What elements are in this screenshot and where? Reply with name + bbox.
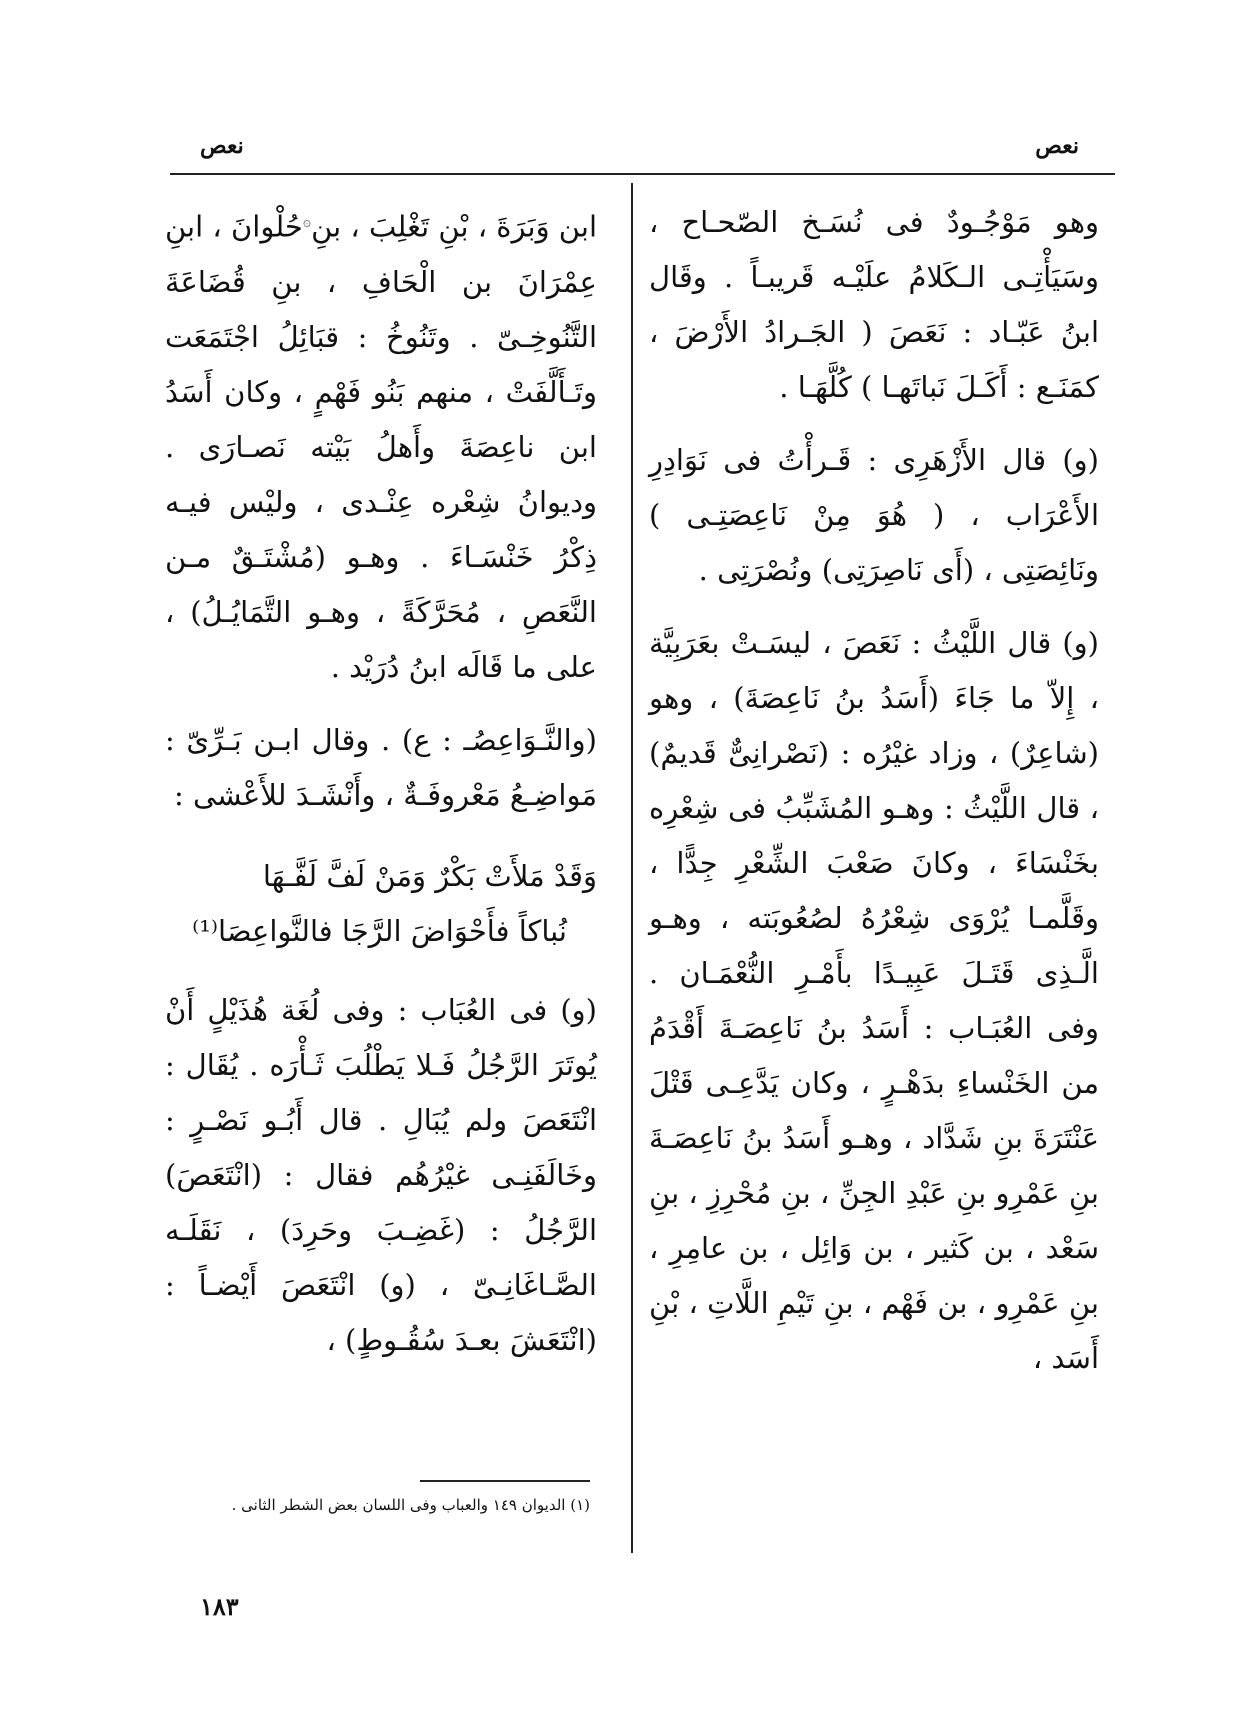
quarter-mark-icon: ۞: [302, 214, 312, 230]
right-column: [649, 195, 1099, 1386]
right-paragraph-1: وهو مَوْجُـودٌ فى نُسَـخ الصّحـاح ، وسَيَأْتِـى الـكَلامُ علَيْـه قَريبـاً . وقَال ابنُ عَبّـاد : نَعَصَ ( الجَـرادُ الأَرْضَ ، كمَنَـع : أَكَـلَ نَباتَهـا ) كُلَّهَـا .: [649, 205, 1099, 404]
footnote: (١) الديوان ١٤٩ والعباب وفى اللسان بعض الشطر الثانى .: [231, 1496, 590, 1514]
running-head-left: نعص: [200, 133, 244, 159]
page-number: ١٨٣: [200, 1592, 239, 1621]
verse-line-1: وَقَدْ مَلأَتْ بَكْرٌ وَمَنْ لَفَّ لَفَّـهَا: [262, 858, 597, 893]
right-paragraph-2: (و) قال الأَزْهَرِى : قَـرأْتُ فى نَوَادِرِ الأَعْرَاب ، ( هُوَ مِنْ نَاعِصَتِـى ) ونَائِصَتِى ، (أَى نَاصِرَتِى) ونُصْرَتِى .: [649, 443, 1099, 587]
left-paragraph-1-part-a: ابن وَبَرَةَ ، بْنِ تَغْلِبَ ، بنِ: [311, 209, 597, 244]
right-paragraph-3: (و) قال اللَّيْثُ : نَعَصَ ، ليسَـتْ بعَرَبِيَّة ، إِلاّ ما جَاءَ (أَسَدُ بنُ نَاعِصَةَ) ، وهو (شاعِرٌ) ، وزاد غيْرُه : (نَصْرانِىٌّ قَديمٌ) ، قال اللَّيْثُ : وهـو المُشَبِّبُ فى شِعْرِه بخَنْسَاءَ ، وكانَ صَعْبَ الشِّعْرِ جِدًّا ، وقَلَّمـا يُرْوَى شِعْرُهُ لصُعُوبَته ، وهـو الَّـذِى قَتَـلَ عَبِيـدًا بأَمْـرِ النُّعْمَـان . وفى العُبَـاب : أَسَدُ بنُ نَاعِصَـةَ أَقْدَمُ من الخَنْساءِ بدَهْـرٍ ، وكان يَدَّعِـى قَتْلَ عَنْتَرَةَ بنِ شَدَّاد ، وهـو أَسَدُ بنُ نَاعِصَـةَ بنِ عَمْرِو بنِ عَبْدِ الجِنِّ ، بنِ مُحْرِزِ ، بنِ سَعْد ، بن كَثير ، بن وَائِل ، بن عامِرِ ، بنِ عَمْرِو ، بن فَهْم ، بنِ تَيْمِ اللَّاتِ ، بْنِ أَسَد ،: [649, 626, 1099, 1375]
footnote-rule: [420, 1480, 590, 1482]
header-rule: [170, 173, 1115, 175]
left-column: [165, 195, 597, 1368]
left-paragraph-1-part-b: حُلْوانَ ، ابنِ عِمْرَانَ بن الْحَافِ ، بنِ قُضَاعَةَ التَّنُوخِـىّ . وتَنُوخُ : قبَائِلُ اجْتَمَعَت وتَـأَلَّفَتْ ، منهم بَنُو فَهْمٍ ، وكان أَسَدُ ابن ناعِصَةَ وأَهلُ بَيْته نَصـارَى . وديوانُ شِعْره عِنْـدى ، وليْس فيـه ذِكْرُ خَنْسَـاءَ . وهـو (مُشْتَـقٌ مـن النَّعَصِ ، مُحَرَّكَةً ، وهـو التَّمَايُـلُ) ، على ما قَالَه ابنُ دُرَيْد .: [164, 209, 597, 684]
left-paragraph-3: (و) فى العُبَاب : وفى لُغَة هُذَيْلٍ أَنْ يُوتَرَ الرَّجُلُ فَـلا يَطْلُبَ ثَـأْرَه . يُقَال : انْتَعَصَ ولم يُبَالِ . قال أَبُـو نَصْـرٍ : وخَالَفَنِـى غيْرُهُم فقال : (انْتَعَصَ) الرَّجُلُ : (غَضِـبَ وحَرِدَ) ، نَقَلَـه الصَّـاغَانِـىّ ، (و) انْتَعَصَ أَيْضـاً : (انْتَعَشَ بعـدَ سُقُـوطٍ) ،: [165, 992, 597, 1357]
poetry-verse: [165, 849, 597, 959]
column-divider: [631, 183, 633, 1553]
left-paragraph-1: [165, 195, 597, 695]
left-paragraph-2: (والنَّـوَاعِصُـ : ع) . وقال ابـن بَـرِّىّ : مَواضِـعُ مَعْروفَـةٌ ، وأَنْشَـدَ للأَعْشى :: [165, 722, 597, 812]
verse-line-2: نُباكاً فأَحْوَاضَ الرَّجَا فالنَّواعِصَا⁽¹⁾: [192, 913, 567, 948]
running-head-right: نعص: [1035, 133, 1079, 159]
